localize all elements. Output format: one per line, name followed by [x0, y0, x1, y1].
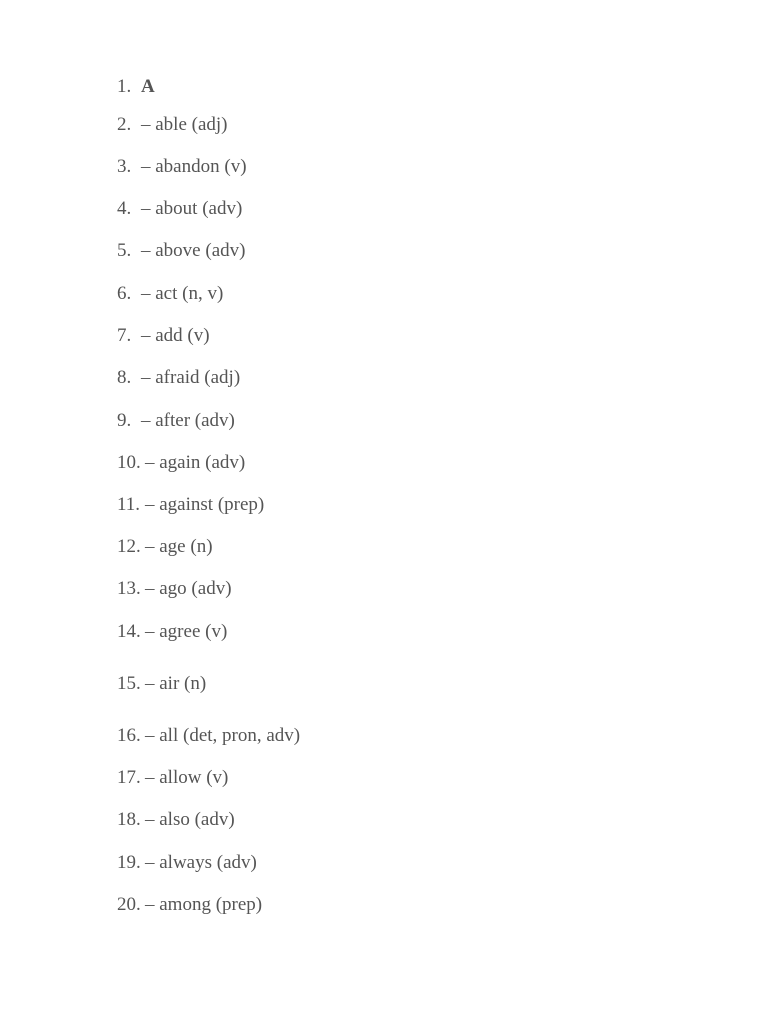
list-item — [117, 366, 240, 390]
item-number: 19. — [117, 852, 141, 873]
vocabulary-entry: – also (adv) — [145, 809, 235, 830]
vocabulary-entry: – allow (v) — [145, 767, 229, 788]
item-number: 18. — [117, 809, 141, 830]
vocabulary-entry: – afraid (adj) — [141, 367, 241, 388]
item-number: 9. — [117, 410, 132, 431]
vocabulary-entry: – about (adv) — [141, 198, 243, 219]
item-number: 12. — [117, 536, 141, 557]
list-item — [117, 535, 213, 559]
list-item — [117, 672, 206, 696]
list-item — [117, 409, 235, 433]
item-number: 2. — [117, 114, 132, 135]
vocabulary-entry: – among (prep) — [145, 894, 263, 915]
list-item — [117, 155, 247, 179]
vocabulary-entry: – add (v) — [141, 325, 210, 346]
item-number: 16. — [117, 725, 141, 746]
item-number: 4. — [117, 198, 132, 219]
item-number: 5. — [117, 240, 132, 261]
item-number: 14. — [117, 621, 141, 642]
vocabulary-entry: – agree (v) — [145, 621, 228, 642]
vocabulary-entry: – air (n) — [145, 673, 207, 694]
vocabulary-entry: – all (det, pron, adv) — [145, 725, 301, 746]
item-number: 6. — [117, 283, 132, 304]
list-item — [117, 620, 227, 644]
list-item — [117, 724, 300, 748]
list-item — [117, 239, 245, 263]
vocabulary-entry: – act (n, v) — [141, 283, 224, 304]
list-item — [117, 893, 262, 917]
section-letter-heading: A — [141, 76, 155, 97]
vocabulary-entry: – age (n) — [145, 536, 213, 557]
list-item — [117, 808, 235, 832]
item-number: 15. — [117, 673, 141, 694]
vocabulary-entry: – against (prep) — [145, 494, 265, 515]
vocabulary-entry: – ago (adv) — [145, 578, 232, 599]
list-item — [117, 766, 228, 790]
vocabulary-entry: – again (adv) — [145, 452, 246, 473]
item-number: 8. — [117, 367, 132, 388]
item-number: 10. — [117, 452, 141, 473]
item-number: 7. — [117, 325, 132, 346]
vocabulary-entry: – above (adv) — [141, 240, 246, 261]
vocabulary-entry: – abandon (v) — [141, 156, 247, 177]
vocabulary-entry: – able (adj) — [141, 114, 228, 135]
list-item — [117, 851, 257, 875]
vocabulary-entry: – after (adv) — [141, 410, 235, 431]
vocabulary-entry: – always (adv) — [145, 852, 257, 873]
item-number: 13. — [117, 578, 141, 599]
item-number: 1. — [117, 76, 132, 97]
list-item — [117, 577, 232, 601]
list-item — [117, 75, 155, 99]
item-number: 3. — [117, 156, 132, 177]
list-item — [117, 451, 245, 475]
list-item — [117, 113, 228, 137]
item-number: 20. — [117, 894, 141, 915]
item-number: 11. — [117, 494, 141, 515]
list-item — [117, 282, 223, 306]
item-number: 17. — [117, 767, 141, 788]
list-item — [117, 324, 210, 348]
list-item — [117, 197, 242, 221]
list-item — [117, 493, 264, 517]
